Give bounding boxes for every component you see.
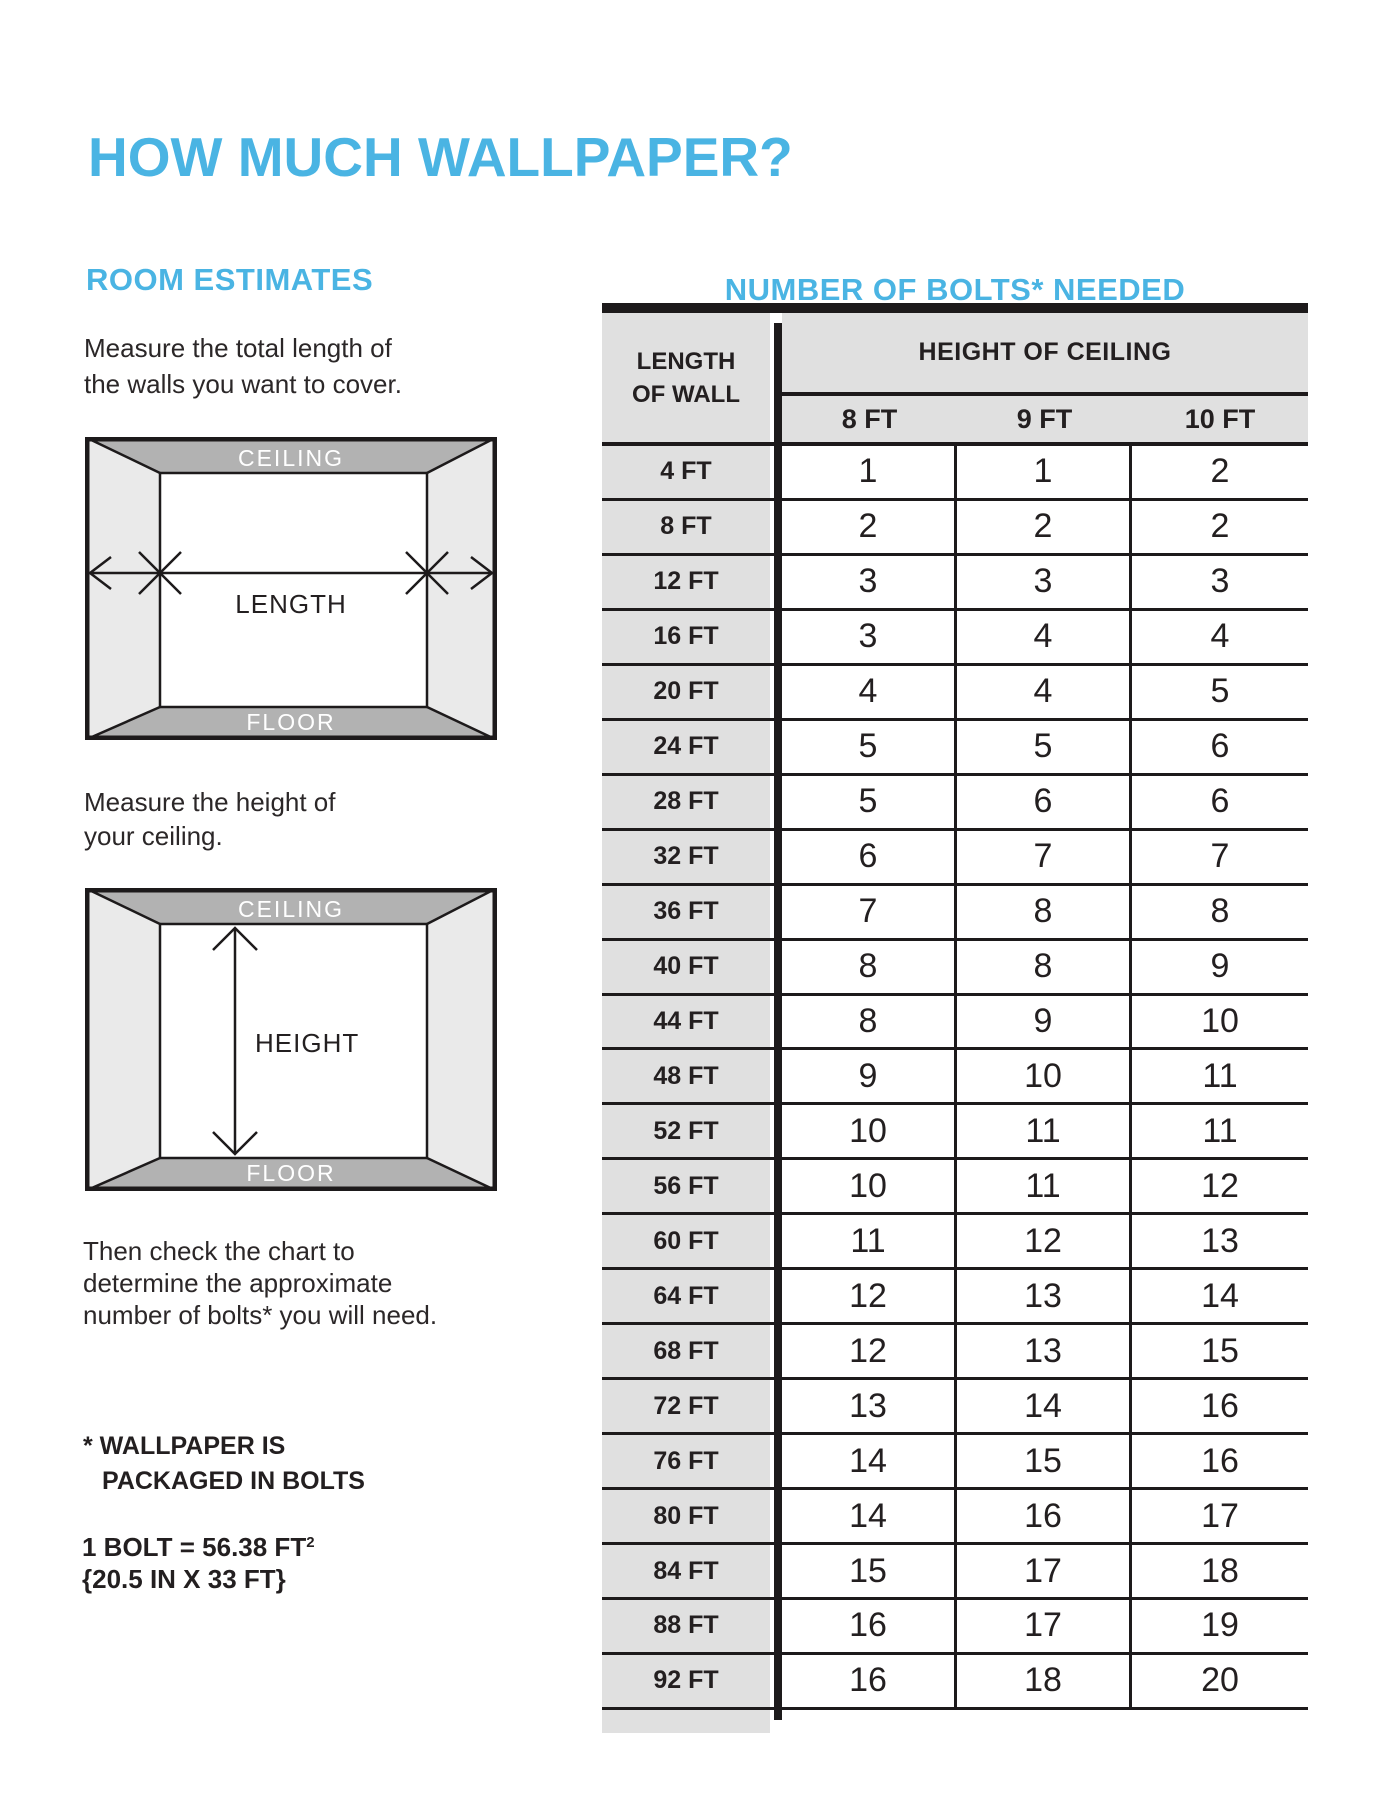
table-row-label: 84 FT [602, 1545, 770, 1600]
paragraph-line: determine the approximate [83, 1268, 393, 1298]
table-row-label: 48 FT [602, 1050, 770, 1105]
table-row-label: 60 FT [602, 1215, 770, 1270]
table-row-label: 76 FT [602, 1435, 770, 1490]
length-label: LENGTH [235, 589, 347, 619]
table-cell: 11 [1132, 1105, 1308, 1160]
table-cell: 16 [782, 1600, 957, 1655]
paragraph-line: number of bolts* you will need. [83, 1300, 438, 1330]
table-cell: 8 [782, 996, 957, 1051]
table-cell: 18 [1132, 1545, 1308, 1600]
table-cell: 14 [782, 1435, 957, 1490]
table-cell: 2 [1132, 501, 1308, 556]
table-cell: 14 [957, 1380, 1132, 1435]
table-row-label: 64 FT [602, 1270, 770, 1325]
table-row-label: 88 FT [602, 1600, 770, 1655]
table-row-label: 12 FT [602, 556, 770, 611]
table-row-label: 4 FT [602, 446, 770, 501]
table-row-label: 32 FT [602, 831, 770, 886]
table-cell: 15 [1132, 1325, 1308, 1380]
floor-label: FLOOR [246, 1160, 336, 1186]
table-cell: 4 [782, 666, 957, 721]
table-cell: 3 [782, 611, 957, 666]
table-bottom-strip [602, 1710, 770, 1733]
room-length-diagram [85, 437, 497, 740]
table-cell: 6 [1132, 776, 1308, 831]
table-cell: 9 [782, 1050, 957, 1105]
paragraph-line: Measure the height of [84, 787, 336, 817]
page-title: HOW MUCH WALLPAPER? [88, 125, 793, 188]
row-header-cell [602, 313, 770, 446]
column-header-10ft: 10 FT [1132, 396, 1308, 446]
row-header-line: OF WALL [632, 380, 740, 408]
table-row-label: 72 FT [602, 1380, 770, 1435]
table-cell: 1 [957, 446, 1132, 501]
table-cell: 12 [782, 1325, 957, 1380]
table-cell: 11 [782, 1215, 957, 1270]
table-row-label: 40 FT [602, 941, 770, 996]
row-header-line: LENGTH [636, 347, 736, 375]
bolts-table-grid [602, 313, 1308, 1710]
table-cell: 3 [782, 556, 957, 611]
table-cell: 6 [1132, 721, 1308, 776]
table-cell: 13 [957, 1270, 1132, 1325]
table-row-label: 80 FT [602, 1490, 770, 1545]
footnote-line: 1 BOLT = 56.38 $FT^2$ [82, 1532, 315, 1562]
table-cell: 13 [957, 1325, 1132, 1380]
table-row-label: 56 FT [602, 1160, 770, 1215]
table-cell: 9 [1132, 941, 1308, 996]
table-cell: 16 [957, 1490, 1132, 1545]
table-row-label: 52 FT [602, 1105, 770, 1160]
ceiling-label: CEILING [237, 896, 345, 922]
table-cell: 18 [957, 1655, 1132, 1710]
table-cell: 3 [957, 556, 1132, 611]
table-cell: 10 [1132, 996, 1308, 1051]
table-row-label: 44 FT [602, 996, 770, 1051]
left-wall [85, 888, 160, 1191]
table-cell: 9 [957, 996, 1132, 1051]
table-cell: 5 [782, 721, 957, 776]
table-cell: 14 [782, 1490, 957, 1545]
table-cell: 5 [1132, 666, 1308, 721]
table-cell: 15 [957, 1435, 1132, 1490]
bolts-needed-heading: NUMBER OF BOLTS* NEEDED [724, 272, 1186, 307]
footnote-line: * WALLPAPER IS [83, 1432, 286, 1460]
table-cell: 8 [957, 886, 1132, 941]
check-chart-paragraph [83, 1235, 437, 1331]
table-cell: 5 [782, 776, 957, 831]
height-label: HEIGHT [255, 1028, 360, 1058]
table-cell: 19 [1132, 1600, 1308, 1655]
table-cell: 16 [1132, 1435, 1308, 1490]
table-cell: 17 [1132, 1490, 1308, 1545]
room-estimates-heading: ROOM ESTIMATES [86, 262, 374, 297]
table-cell: 8 [1132, 886, 1308, 941]
table-row-label: 28 FT [602, 776, 770, 831]
column-header-9ft: 9 FT [957, 396, 1132, 446]
table-row-label: 36 FT [602, 886, 770, 941]
table-cell: 8 [782, 941, 957, 996]
table-cell: 4 [1132, 611, 1308, 666]
table-cell: 10 [957, 1050, 1132, 1105]
ceiling-label: CEILING [237, 445, 345, 471]
left-wall [85, 437, 160, 740]
table-cell: 12 [957, 1215, 1132, 1270]
table-cell: 7 [1132, 831, 1308, 886]
table-cell: 13 [1132, 1215, 1308, 1270]
footnote-line: {20.5 IN X 33 FT} [82, 1564, 286, 1594]
table-cell: 7 [782, 886, 957, 941]
superscript-2: 2 [306, 1534, 315, 1551]
table-cell: 10 [782, 1160, 957, 1215]
paragraph-line: the walls you want to cover. [84, 369, 402, 399]
right-wall [427, 888, 497, 1191]
table-cell: 10 [782, 1105, 957, 1160]
table-cell: 3 [1132, 556, 1308, 611]
table-row-label: 20 FT [602, 666, 770, 721]
room-height-diagram [85, 888, 497, 1191]
floor-label: FLOOR [246, 709, 336, 735]
table-cell: 17 [957, 1600, 1132, 1655]
table-cell: 20 [1132, 1655, 1308, 1710]
table-cell: 2 [957, 501, 1132, 556]
table-cell: 8 [957, 941, 1132, 996]
table-vertical-divider [774, 323, 782, 1720]
table-cell: 13 [782, 1380, 957, 1435]
table-row-label: 16 FT [602, 611, 770, 666]
table-cell: 16 [1132, 1380, 1308, 1435]
table-cell: 7 [957, 831, 1132, 886]
column-group-header: HEIGHT OF CEILING [782, 313, 1308, 396]
table-cell: 1 [782, 446, 957, 501]
bolts-table [602, 303, 1308, 1710]
table-cell: 11 [957, 1105, 1132, 1160]
column-header-8ft: 8 FT [782, 396, 957, 446]
table-cell: 2 [782, 501, 957, 556]
paragraph-line: Measure the total length of [84, 333, 392, 363]
table-cell: 11 [957, 1160, 1132, 1215]
table-cell: 12 [782, 1270, 957, 1325]
table-cell: 14 [1132, 1270, 1308, 1325]
table-cell: 6 [782, 831, 957, 886]
bolt-size-footnote [82, 1527, 315, 1595]
table-cell: 11 [1132, 1050, 1308, 1105]
table-cell: 4 [957, 611, 1132, 666]
wallpaper-bolts-footnote [83, 1429, 365, 1499]
table-cell: 16 [782, 1655, 957, 1710]
table-cell: 6 [957, 776, 1132, 831]
table-cell: 4 [957, 666, 1132, 721]
table-row-label: 68 FT [602, 1325, 770, 1380]
table-cell: 5 [957, 721, 1132, 776]
table-row-label: 24 FT [602, 721, 770, 776]
table-cell: 15 [782, 1545, 957, 1600]
paragraph-line: your ceiling. [84, 821, 223, 851]
right-wall [427, 437, 497, 740]
table-row-label: 8 FT [602, 501, 770, 556]
footnote-line: PACKAGED IN BOLTS [102, 1467, 365, 1495]
measure-height-paragraph [84, 785, 336, 853]
paragraph-line: Then check the chart to [83, 1236, 355, 1266]
table-row-label: 92 FT [602, 1655, 770, 1710]
measure-length-paragraph [84, 330, 402, 402]
table-cell: 17 [957, 1545, 1132, 1600]
table-cell: 12 [1132, 1160, 1308, 1215]
table-cell: 2 [1132, 446, 1308, 501]
